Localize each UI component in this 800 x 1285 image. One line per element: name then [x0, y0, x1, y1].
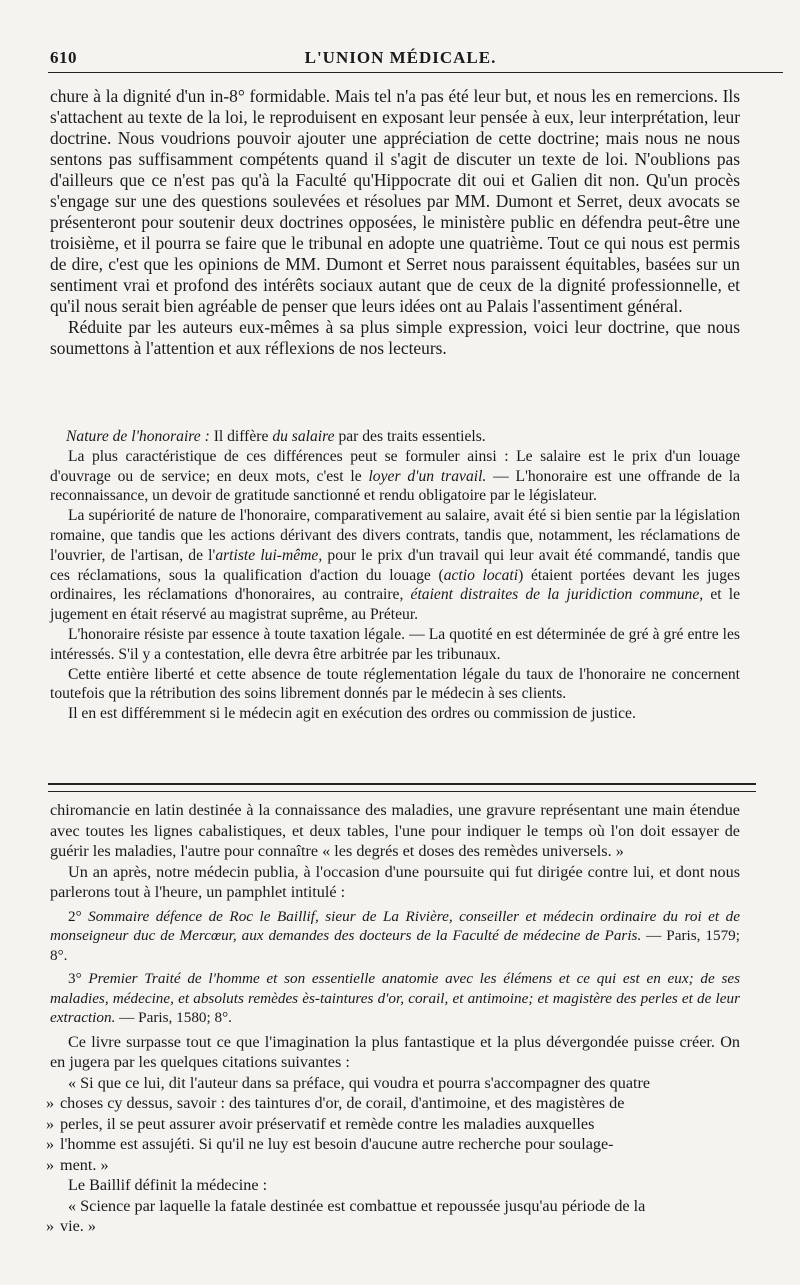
paragraph: La supériorité de nature de l'honoraire, comparativement au salaire, avait été si bien sentie par la législation romaine, que tandis que les actions dérivant des divers contrats, tandis que, notamment, les réclamations de l'ouvrier, de l'artisan, de l'artiste lui-même, pour le prix d'un travail qui leur avait été commandé, tandis que ces réclamations, sous la qualification d'action du louage (actio locati) étaient portées devant les juges ordinaires, les réclamations d'honoraires, au contraire, étaient distraites de la juridiction commune, et le jugement en était réservé au magistrat suprême, au Préteur.: [50, 507, 741, 624]
section-divider: [48, 783, 756, 792]
paragraph: Il en est différemment si le médecin agit en exécution des ordres ou commission de justice.: [68, 705, 636, 723]
running-title: L'UNION MÉDICALE.: [304, 48, 497, 67]
quote-marker: »: [46, 1094, 55, 1112]
paragraph: chure à la dignité d'un in-8° formidable. Mais tel n'a pas été leur but, et nous les en remercions. Ils s'attachent au texte de la loi, le reproduisent en exposant leur pensée à eux, leur interprétation, leur doctrine. Nous voudrions pouvoir ajouter une appréciation de cette doctrine; mais nous ne nous sentons pas suffisamment compétents quand il s'agit de discuter un texte de loi. N'oublions pas d'ailleurs que ce n'est pas qu'à la Faculté qu'Hippocrate dit oui et Galien dit non. Qu'un procès s'engage sur une des questions soulevées et résolues par MM. Dumont et Serret, deux avocats se présenteront pour soutenir deux doctrines opposées, le ministère public en défendra peut-être une troisième, et il pourra se faire que le tribunal en adopte une quatrième. Tout ce qui nous est permis de dire, c'est que les opinions de MM. Dumont et Serret nous paraissent équitables, basées sur un sentiment vrai et profond des intérêts sociaux autant que de ceux de la dignité professionnelle, et qu'il nous serait bien agréable de penser que leurs idées ont au Palais l'assentiment général.: [50, 86, 740, 316]
quotation-line: » vie. »: [46, 1217, 96, 1235]
quotation-opening: « Si que ce lui, dit l'auteur dans sa préface, qui voudra et pourra s'accompagner des quatre: [68, 1073, 651, 1092]
paragraph: L'honoraire résiste par essence à toute taxation légale. — La quotité en est déterminée de gré à gré entre les intéressés. S'il y a contestation, elle devra être arbitrée par les tribunaux.: [50, 625, 740, 663]
quote-marker: »: [46, 1114, 55, 1133]
paragraph: Un an après, notre médecin publia, à l'occasion d'une poursuite qui fut dirigée contre lui, et dont nous parlerons tout à l'heure, un pamphlet intitulé :: [50, 862, 740, 901]
header-rule: [48, 72, 783, 73]
quote-marker: »: [46, 1155, 55, 1174]
paragraph: Cette entière liberté et cette absence de toute réglementation légale du taux de l'honoraire ne concernent toutefois que la rétribution des soins librement donnés par le médecin à ses clients.: [50, 665, 740, 703]
feuilleton-section: [46, 800, 740, 1237]
page-header: [48, 42, 753, 78]
paragraph: Le Baillif définit la médecine :: [68, 1176, 268, 1194]
paragraph: La plus caractéristique de ces différences peut se formuler ainsi : Le salaire est le prix d'un louage d'ouvrage ou de service; en deux mots, c'est le loyer d'un travail. — L'honoraire est une offrande de la reconnaissance, un devoir de gratitude sanctionné et rendu obligatoire par le législateur.: [50, 447, 741, 505]
doctrine-section: [50, 427, 740, 724]
paragraph: Nature de l'honoraire : Il diffère du salaire par des traits essentiels.: [66, 428, 486, 445]
paragraph: chiromancie en latin destinée à la connaissance des maladies, une gravure représentant une main étendue avec toutes les lignes cabalistiques, et deux tables, l'une pour indiquer le temps où l'on doit essayer de guérir les maladies, l'autre pour connaître « les degrés et doses des remèdes universels. »: [50, 801, 740, 860]
paragraph: Ce livre surpasse tout ce que l'imagination la plus fantastique et la plus dévergondée puisse créer. On en jugera par les quelques citations suivantes :: [50, 1032, 740, 1071]
article-body-top: [50, 86, 740, 359]
bibliographic-reference: 2° Sommaire défence de Roc le Baillif, sieur de La Rivière, conseiller et médecin ordinaire du roi et de monseigneur duc de Mercœur, aux demandes des docteurs de la Faculté de médecine de Paris. — Paris, 1579; 8°.: [50, 907, 740, 964]
section-lead: Nature de l'honoraire :: [66, 428, 210, 445]
quotation-line: » perles, il se peut assurer avoir préservatif et remède contre les maladies auxquelles: [46, 1114, 595, 1133]
paragraph: Réduite par les auteurs eux-mêmes à sa plus simple expression, voici leur doctrine, que nous soumettons à l'attention et aux réflexions de nos lecteurs.: [50, 317, 740, 358]
quotation-line: » ment. »: [46, 1155, 109, 1174]
quotation-opening: « Science par laquelle la fatale destinée est combattue et repoussée jusqu'au période de la: [68, 1196, 646, 1215]
quotation-line: » choses cy dessus, savoir : des taintures d'or, de corail, d'antimoine, et des magistères de: [46, 1094, 625, 1112]
page-number: 610: [50, 48, 77, 67]
quotation: [46, 1216, 740, 1237]
quotation: [46, 1093, 740, 1175]
quote-marker: »: [46, 1217, 55, 1235]
quote-marker: »: [46, 1135, 55, 1153]
bibliographic-reference: 3° Premier Traité de l'homme et son essentielle anatomie avec les élémens et ce qui est en eux; de ses maladies, médecine, et absoluts remèdes ès-taintures d'or, corail, et antimoine; et magistère des perles et de leur extraction. — Paris, 1580; 8°.: [50, 970, 740, 1026]
quotation-line: » l'homme est assujéti. Si qu'il ne luy est besoin d'aucune autre recherche pour soulage-: [46, 1135, 614, 1153]
